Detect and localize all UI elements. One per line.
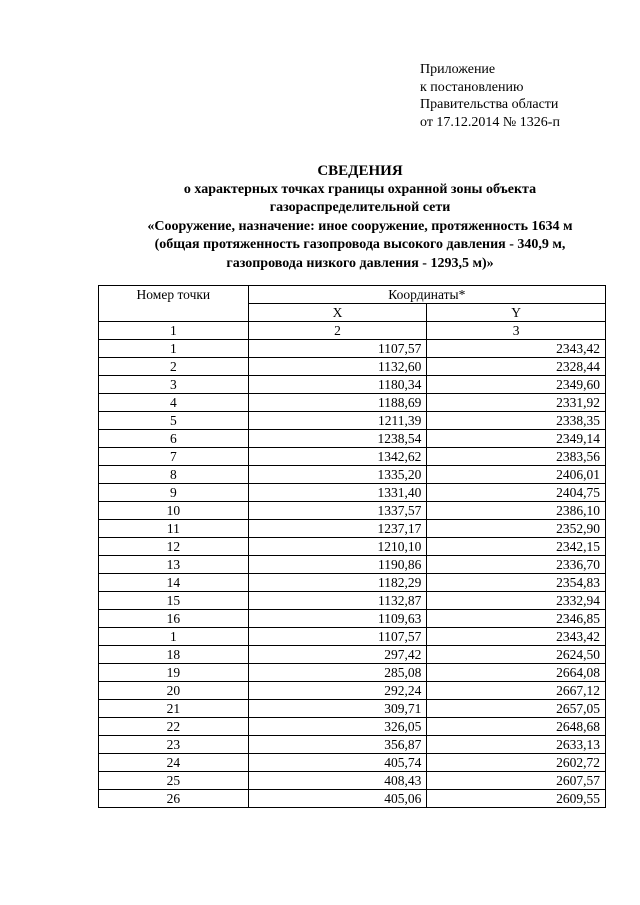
header-point-number: Номер точки [99,286,249,322]
header-y: Y [427,304,606,322]
table-row [99,592,606,610]
y-coordinate-cell: 2657,05 [427,700,606,718]
appendix-block [420,61,560,131]
x-coordinate-cell: 1180,34 [248,376,427,394]
x-coordinate-cell: 1337,57 [248,502,427,520]
appendix-line: от 17.12.2014 № 1326-п [420,114,560,130]
y-coordinate-cell: 2648,68 [427,718,606,736]
point-number-cell: 3 [99,376,249,394]
table-row [99,520,606,538]
x-coordinate-cell: 326,05 [248,718,427,736]
coordinates-table [98,285,606,808]
y-coordinate-cell: 2352,90 [427,520,606,538]
table-row [99,736,606,754]
point-number-cell: 11 [99,520,249,538]
table-row [99,556,606,574]
y-coordinate-cell: 2349,60 [427,376,606,394]
x-coordinate-cell: 356,87 [248,736,427,754]
y-coordinate-cell: 2338,35 [427,412,606,430]
table-row [99,358,606,376]
appendix-line: к постановлению [420,79,524,95]
table-row [99,538,606,556]
point-number-cell: 15 [99,592,249,610]
y-coordinate-cell: 2667,12 [427,682,606,700]
y-coordinate-cell: 2354,83 [427,574,606,592]
y-coordinate-cell: 2383,56 [427,448,606,466]
appendix-line: Приложение [420,62,496,77]
table-row [99,772,606,790]
table-row [99,484,606,502]
y-coordinate-cell: 2331,92 [427,394,606,412]
table-row [99,646,606,664]
x-coordinate-cell: 1335,20 [248,466,427,484]
x-coordinate-cell: 1331,40 [248,484,427,502]
y-coordinate-cell: 2342,15 [427,538,606,556]
heading-line: газопровода низкого давления - 1293,5 м)» [226,255,494,271]
y-coordinate-cell: 2609,55 [427,790,606,808]
y-coordinate-cell: 2346,85 [427,610,606,628]
point-number-cell: 5 [99,412,249,430]
y-coordinate-cell: 2633,13 [427,736,606,754]
point-number-cell: 26 [99,790,249,808]
point-number-cell: 25 [99,772,249,790]
point-number-cell: 2 [99,358,249,376]
point-number-cell: 13 [99,556,249,574]
table-row [99,412,606,430]
x-coordinate-cell: 1107,57 [248,340,427,358]
y-coordinate-cell: 2349,14 [427,430,606,448]
table-row [99,448,606,466]
point-number-cell: 22 [99,718,249,736]
table-row [99,376,606,394]
x-coordinate-cell: 292,24 [248,682,427,700]
point-number-cell: 1 [99,340,249,358]
table-row [99,340,606,358]
y-coordinate-cell: 2328,44 [427,358,606,376]
heading-line: «Сооружение, назначение: иное сооружение, протяженность 1634 м [147,218,573,234]
x-coordinate-cell: 1109,63 [248,610,427,628]
point-number-cell: 10 [99,502,249,520]
y-coordinate-cell: 2343,42 [427,628,606,646]
point-number-cell: 12 [99,538,249,556]
y-coordinate-cell: 2624,50 [427,646,606,664]
appendix-line: Правительства области [420,97,559,112]
table-row [99,700,606,718]
x-coordinate-cell: 1210,10 [248,538,427,556]
y-coordinate-cell: 2406,01 [427,466,606,484]
table-row [99,610,606,628]
point-number-cell: 23 [99,736,249,754]
y-coordinate-cell: 2607,57 [427,772,606,790]
point-number-cell: 6 [99,430,249,448]
x-coordinate-cell: 1182,29 [248,574,427,592]
point-number-cell: 24 [99,754,249,772]
point-number-cell: 21 [99,700,249,718]
point-number-cell: 20 [99,682,249,700]
point-number-cell: 1 [99,628,249,646]
header-x: X [248,304,427,322]
x-coordinate-cell: 1132,87 [248,592,427,610]
x-coordinate-cell: 1211,39 [248,412,427,430]
y-coordinate-cell: 2664,08 [427,664,606,682]
point-number-cell: 9 [99,484,249,502]
index-cell: 3 [427,322,606,340]
index-cell: 2 [248,322,427,340]
point-number-cell: 7 [99,448,249,466]
heading-line: о характерных точках границы охранной зоны объекта [183,181,537,197]
header-coordinates: Координаты* [248,286,605,304]
x-coordinate-cell: 1238,54 [248,430,427,448]
point-number-cell: 16 [99,610,249,628]
x-coordinate-cell: 1237,17 [248,520,427,538]
index-cell: 1 [99,322,249,340]
x-coordinate-cell: 297,42 [248,646,427,664]
y-coordinate-cell: 2404,75 [427,484,606,502]
point-number-cell: 14 [99,574,249,592]
x-coordinate-cell: 1107,57 [248,628,427,646]
x-coordinate-cell: 405,74 [248,754,427,772]
x-coordinate-cell: 309,71 [248,700,427,718]
table-row [99,430,606,448]
y-coordinate-cell: 2343,42 [427,340,606,358]
table-row [99,466,606,484]
table-row [99,502,606,520]
table-header-row [99,286,606,304]
table-row [99,664,606,682]
x-coordinate-cell: 1188,69 [248,394,427,412]
x-coordinate-cell: 408,43 [248,772,427,790]
x-coordinate-cell: 1190,86 [248,556,427,574]
x-coordinate-cell: 285,08 [248,664,427,682]
table-row [99,574,606,592]
table-row [99,754,606,772]
document-heading [100,162,620,273]
table-row [99,682,606,700]
x-coordinate-cell: 1342,62 [248,448,427,466]
heading-line: газораспределительной сети [269,200,451,215]
document-title: СВЕДЕНИЯ [317,163,403,179]
heading-line: (общая протяженность газопровода высокого давления - 340,9 м, [154,237,566,252]
point-number-cell: 18 [99,646,249,664]
table-row [99,394,606,412]
point-number-cell: 4 [99,394,249,412]
table-row [99,718,606,736]
y-coordinate-cell: 2332,94 [427,592,606,610]
table-index-row [99,322,606,340]
point-number-cell: 19 [99,664,249,682]
y-coordinate-cell: 2386,10 [427,502,606,520]
coordinates-table-body [99,286,606,808]
table-row [99,628,606,646]
x-coordinate-cell: 405,06 [248,790,427,808]
y-coordinate-cell: 2602,72 [427,754,606,772]
x-coordinate-cell: 1132,60 [248,358,427,376]
table-row [99,790,606,808]
point-number-cell: 8 [99,466,249,484]
y-coordinate-cell: 2336,70 [427,556,606,574]
